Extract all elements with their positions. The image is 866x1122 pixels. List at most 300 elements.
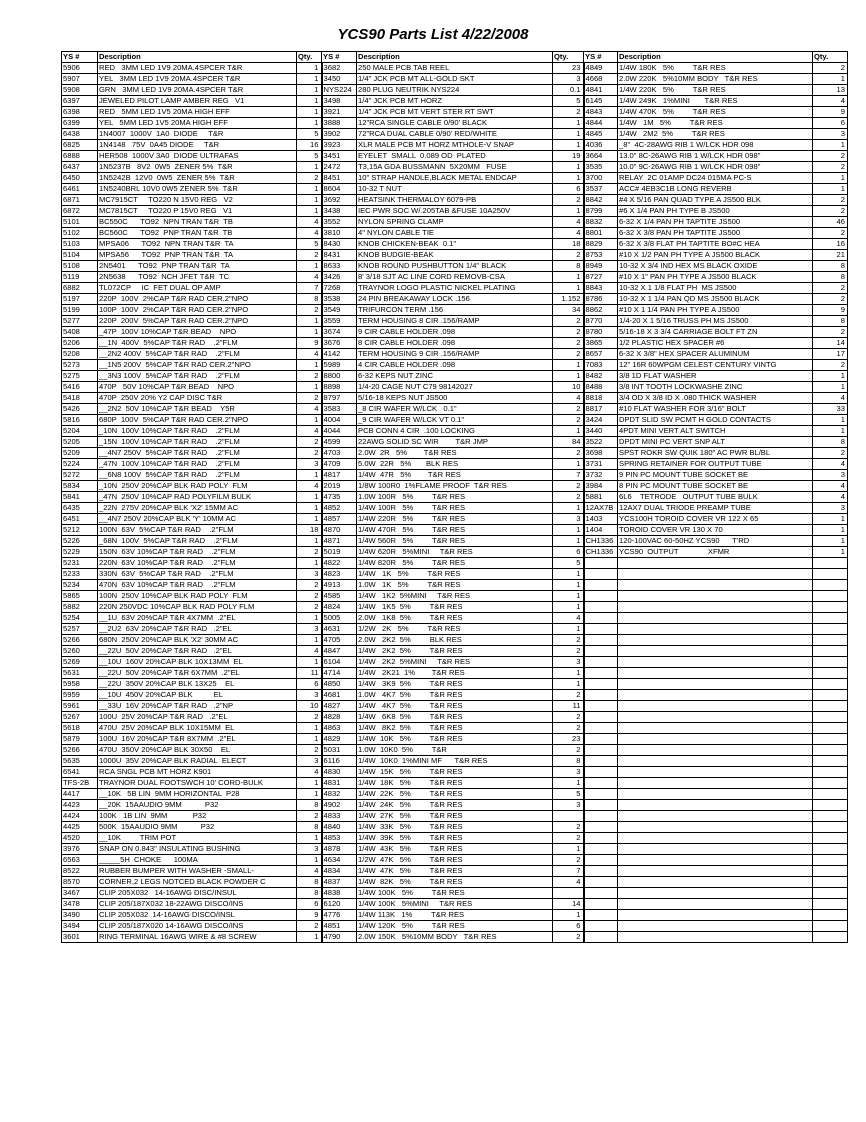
cell-ys xyxy=(584,591,618,602)
cell-description: _8 CIR WAFER W/LCK 0.1" xyxy=(357,404,553,415)
header-ys: YS # xyxy=(62,52,98,63)
cell-qty xyxy=(813,800,848,811)
table-row xyxy=(62,228,848,239)
cell-description: 1N4148 75V 0A45 DIODE T&R xyxy=(98,140,297,151)
cell-description: 1/4W 82K 5% T&R RES xyxy=(357,877,553,888)
table-row xyxy=(62,492,848,503)
cell-ys: 3440 xyxy=(584,426,618,437)
cell-ys: 5229 xyxy=(62,547,98,558)
cell-qty xyxy=(813,602,848,613)
table-row xyxy=(62,789,848,800)
cell-description: __1U 63V 20%CAP T&R 4X7MM .2"EL xyxy=(98,613,297,624)
cell-ys: 3664 xyxy=(584,151,618,162)
cell-qty: 2 xyxy=(297,745,322,756)
cell-qty: 2 xyxy=(553,932,584,943)
cell-qty: 2 xyxy=(297,811,322,822)
table-row xyxy=(62,481,848,492)
cell-description: TL072CP IC FET DUAL OP AMP xyxy=(98,283,297,294)
cell-qty: 1 xyxy=(297,107,322,118)
cell-qty: 3 xyxy=(813,129,848,140)
header-qty: Qty. xyxy=(813,52,848,63)
table-row xyxy=(62,833,848,844)
cell-qty: 6 xyxy=(553,921,584,932)
cell-description: __2N2 50V 10%CAP T&R BEAD Y5R xyxy=(98,404,297,415)
cell-description: 280 PLUG NEUTRIK NYS224 xyxy=(357,85,553,96)
cell-ys: 5841 xyxy=(62,492,98,503)
cell-ys: 5103 xyxy=(62,239,98,250)
cell-ys: 5882 xyxy=(62,602,98,613)
cell-qty xyxy=(813,635,848,646)
cell-description: 4PDT MINI VERT ALT SWITCH xyxy=(618,426,813,437)
cell-ys: 5879 xyxy=(62,734,98,745)
cell-ys: 4735 xyxy=(322,492,357,503)
cell-qty: 4 xyxy=(297,767,322,778)
table-header xyxy=(62,52,848,63)
cell-ys: 4417 xyxy=(62,789,98,800)
cell-ys: 4863 xyxy=(322,723,357,734)
cell-ys: 4424 xyxy=(62,811,98,822)
header-description: Description xyxy=(98,52,297,63)
cell-ys: 3451 xyxy=(322,151,357,162)
cell-description: 1/4W 100K 5% T&R RES xyxy=(357,888,553,899)
table-row xyxy=(62,723,848,734)
cell-ys: 6120 xyxy=(322,899,357,910)
cell-ys: 4705 xyxy=(322,635,357,646)
cell-qty: 1 xyxy=(553,459,584,470)
cell-qty: 2 xyxy=(297,371,322,382)
cell-ys: 5631 xyxy=(62,668,98,679)
cell-qty: 4 xyxy=(297,866,322,877)
cell-description: RED 3MM LED 1V9 20MA.4SPCER T&R xyxy=(98,63,297,74)
cell-description: 1/4W 100R 5% T&R RES xyxy=(357,503,553,514)
table-row xyxy=(62,316,848,327)
cell-description: __33U 16V 20%CAP T&R RAD .2"NP xyxy=(98,701,297,712)
cell-ys: 5108 xyxy=(62,261,98,272)
cell-ys: 5269 xyxy=(62,657,98,668)
cell-description: 1/4W 1K2 5%MINI T&R RES xyxy=(357,591,553,602)
cell-description: __20K 15AAUDIO 9MM P32 xyxy=(98,800,297,811)
table-row xyxy=(62,657,848,668)
table-row xyxy=(62,239,848,250)
table-row xyxy=(62,96,848,107)
cell-qty: 2 xyxy=(553,107,584,118)
cell-qty xyxy=(813,569,848,580)
cell-qty: 1 xyxy=(553,580,584,591)
cell-ys: 5101 xyxy=(62,217,98,228)
table-row xyxy=(62,338,848,349)
cell-ys: 4425 xyxy=(62,822,98,833)
cell-qty: 2 xyxy=(813,162,848,173)
cell-description xyxy=(618,789,813,800)
cell-qty: 2 xyxy=(553,250,584,261)
cell-ys: 4853 xyxy=(322,833,357,844)
cell-ys: 6450 xyxy=(62,173,98,184)
cell-ys: 5197 xyxy=(62,294,98,305)
cell-ys: 5234 xyxy=(62,580,98,591)
cell-ys: 4423 xyxy=(62,800,98,811)
cell-qty: 1 xyxy=(297,492,322,503)
cell-ys: 2019 xyxy=(322,481,357,492)
cell-qty: 2 xyxy=(553,822,584,833)
cell-description xyxy=(618,745,813,756)
cell-qty: 1 xyxy=(813,415,848,426)
cell-qty: 8 xyxy=(553,261,584,272)
cell-ys: 4681 xyxy=(322,690,357,701)
cell-ys xyxy=(584,822,618,833)
cell-qty: 1 xyxy=(553,536,584,547)
cell-ys xyxy=(584,756,618,767)
cell-description: 100U 25V 20%CAP T&R RAD .2"EL xyxy=(98,712,297,723)
cell-ys: 5254 xyxy=(62,613,98,624)
cell-ys: 4902 xyxy=(322,800,357,811)
cell-ys: 8482 xyxy=(584,371,618,382)
cell-ys: 5224 xyxy=(62,459,98,470)
cell-ys xyxy=(584,767,618,778)
cell-description: _47N 100V 10%CAP T&R RAD .2"FLM xyxy=(98,459,297,470)
cell-ys: 3490 xyxy=(62,910,98,921)
cell-description: RED 5MM LED 1V5 20MA HIGH EFF xyxy=(98,107,297,118)
cell-description: 1/4W 2K2 5%MINI T&R RES xyxy=(357,657,553,668)
cell-ys: 4913 xyxy=(322,580,357,591)
cell-qty xyxy=(553,811,584,822)
cell-description: 1/2W 2K 5% T&R RES xyxy=(357,624,553,635)
cell-qty: 8 xyxy=(297,822,322,833)
table-row xyxy=(62,63,848,74)
cell-qty: 1 xyxy=(553,283,584,294)
cell-description: TRAYNOR DUAL FOOTSWCH 10' CORD-BULK xyxy=(98,778,297,789)
cell-ys xyxy=(584,569,618,580)
cell-ys: 8430 xyxy=(322,239,357,250)
cell-ys xyxy=(584,602,618,613)
cell-ys xyxy=(584,635,618,646)
cell-description: 5/16-18 KEPS NUT JS500 xyxy=(357,393,553,404)
cell-ys: 8818 xyxy=(584,393,618,404)
cell-qty: 1 xyxy=(553,206,584,217)
cell-qty: 33 xyxy=(813,404,848,415)
cell-description xyxy=(618,679,813,690)
cell-ys: 5233 xyxy=(62,569,98,580)
cell-ys: 4822 xyxy=(322,558,357,569)
cell-qty xyxy=(813,877,848,888)
cell-ys: 4851 xyxy=(322,921,357,932)
cell-ys xyxy=(584,624,618,635)
cell-ys: 4703 xyxy=(322,448,357,459)
cell-ys: 5958 xyxy=(62,679,98,690)
cell-description xyxy=(618,635,813,646)
cell-qty: 3 xyxy=(813,470,848,481)
cell-qty: 1 xyxy=(553,844,584,855)
cell-ys: 3984 xyxy=(584,481,618,492)
cell-ys xyxy=(584,866,618,877)
cell-ys: 3522 xyxy=(584,437,618,448)
table-row xyxy=(62,173,848,184)
cell-ys: 3424 xyxy=(584,415,618,426)
cell-qty: 1 xyxy=(297,382,322,393)
cell-qty xyxy=(813,921,848,932)
cell-qty: 2 xyxy=(553,195,584,206)
cell-qty: 2 xyxy=(813,448,848,459)
cell-qty: 3 xyxy=(813,503,848,514)
cell-ys: 3559 xyxy=(322,316,357,327)
cell-qty: 2 xyxy=(553,327,584,338)
cell-ys: 8898 xyxy=(322,382,357,393)
cell-description: 220N 250VDC 10%CAP BLK RAD POLY FLM xyxy=(98,602,297,613)
cell-description: 1/4-20 X 1 5/16 TRUSS PH MS JS500 xyxy=(618,316,813,327)
cell-qty: 1 xyxy=(297,162,322,173)
cell-qty xyxy=(813,811,848,822)
cell-ys: 3676 xyxy=(322,338,357,349)
cell-qty: 3 xyxy=(297,569,322,580)
cell-qty: 18 xyxy=(553,239,584,250)
cell-description xyxy=(618,624,813,635)
header-description: Description xyxy=(357,52,553,63)
cell-qty: 4 xyxy=(553,393,584,404)
cell-ys: 4845 xyxy=(584,129,618,140)
cell-qty: 1 xyxy=(553,162,584,173)
cell-ys: 4847 xyxy=(322,646,357,657)
cell-qty: 1 xyxy=(553,624,584,635)
cell-qty: 3 xyxy=(297,756,322,767)
cell-qty: 1 xyxy=(813,536,848,547)
cell-description: 1/4W 24K 5% T&R RES xyxy=(357,800,553,811)
cell-qty: 4 xyxy=(813,393,848,404)
cell-description: __1N 400V 5%CAP T&R RAD .2"FLM xyxy=(98,338,297,349)
cell-qty xyxy=(813,701,848,712)
cell-qty: 1 xyxy=(297,855,322,866)
cell-qty xyxy=(813,646,848,657)
cell-description: 1N5242B 12V0 0W5 ZENER 5% T&R xyxy=(98,173,297,184)
cell-qty: 1 xyxy=(297,206,322,217)
table-row xyxy=(62,404,848,415)
cell-ys xyxy=(584,701,618,712)
cell-ys: 5257 xyxy=(62,624,98,635)
cell-ys: 5104 xyxy=(62,250,98,261)
table-row xyxy=(62,877,848,888)
cell-qty: 5 xyxy=(297,129,322,140)
table-row xyxy=(62,74,848,85)
cell-qty: 1 xyxy=(813,371,848,382)
cell-qty: 2 xyxy=(553,492,584,503)
cell-ys: 6435 xyxy=(62,503,98,514)
cell-qty xyxy=(813,690,848,701)
cell-qty xyxy=(813,668,848,679)
table-row xyxy=(62,712,848,723)
cell-description: TOROID COVER VR 130 X 70 xyxy=(618,525,813,536)
cell-qty: 4 xyxy=(553,228,584,239)
cell-qty xyxy=(553,888,584,899)
cell-ys: 4634 xyxy=(322,855,357,866)
cell-description: 1/4W 47K 5% T&R RES xyxy=(357,866,553,877)
cell-ys: 7268 xyxy=(322,283,357,294)
cell-description: 8 PIN PC MOUNT TUBE SOCKET BE xyxy=(618,481,813,492)
cell-qty: 3 xyxy=(553,74,584,85)
cell-description: YEL 5MM LED 1V5 20MA HIGH EFF xyxy=(98,118,297,129)
cell-description: 1/4W 180K 5% T&R RES xyxy=(618,63,813,74)
cell-ys: 4585 xyxy=(322,591,357,602)
cell-qty: 2 xyxy=(553,349,584,360)
cell-qty: 4 xyxy=(297,481,322,492)
cell-ys: 3732 xyxy=(584,470,618,481)
cell-qty: 14 xyxy=(553,899,584,910)
table-row xyxy=(62,756,848,767)
cell-ys: 5031 xyxy=(322,745,357,756)
cell-description: TRIFURCON TERM .156 xyxy=(357,305,553,316)
cell-description: #6 X 1/4 PAN PH TYPE B JS500 xyxy=(618,206,813,217)
cell-ys: 5266 xyxy=(62,635,98,646)
table-row xyxy=(62,360,848,371)
cell-qty: 4 xyxy=(813,459,848,470)
cell-ys: 4828 xyxy=(322,712,357,723)
table-row xyxy=(62,140,848,151)
cell-description: __1N5 200V 5%CAP T&R RAD CER.2"NPO xyxy=(98,360,297,371)
table-row xyxy=(62,118,848,129)
table-row xyxy=(62,448,848,459)
cell-description: 680P 100V 5%CAP T&R RAD CER.2"NPO xyxy=(98,415,297,426)
cell-ys xyxy=(584,921,618,932)
cell-description: RUBBER BUMPER WITH WASHER -SMALL- xyxy=(98,866,297,877)
cell-ys: 8727 xyxy=(584,272,618,283)
cell-ys: 8657 xyxy=(584,349,618,360)
cell-description: __10U 160V 20%CAP BLK 10X13MM EL xyxy=(98,657,297,668)
cell-ys: 5275 xyxy=(62,371,98,382)
cell-qty: 2 xyxy=(553,855,584,866)
table-row xyxy=(62,679,848,690)
cell-description: MPSA56 TO92 PNP TRAN T&R TA xyxy=(98,250,297,261)
cell-description xyxy=(618,910,813,921)
cell-qty: 6 xyxy=(553,184,584,195)
cell-ys xyxy=(584,723,618,734)
cell-ys: 5260 xyxy=(62,646,98,657)
cell-ys: 4831 xyxy=(322,778,357,789)
parts-table xyxy=(61,51,848,943)
cell-description: _____5H CHOKE 100MA xyxy=(98,855,297,866)
cell-ys: 4838 xyxy=(322,888,357,899)
cell-qty: 10 xyxy=(297,701,322,712)
cell-description: 1/4W 120K 5% T&R RES xyxy=(357,921,553,932)
cell-description: #10 X 1 1/4 PAN PH TYPE A JS500 xyxy=(618,305,813,316)
cell-ys: 6563 xyxy=(62,855,98,866)
cell-ys: 3552 xyxy=(322,217,357,228)
cell-qty: 1 xyxy=(813,547,848,558)
cell-description: _10N 250V 20%CAP BLK RAD POLY FLM xyxy=(98,481,297,492)
table-row xyxy=(62,932,848,943)
cell-qty: 3 xyxy=(297,690,322,701)
cell-description xyxy=(618,778,813,789)
cell-ys xyxy=(584,932,618,943)
cell-description: 220P 200V 5%CAP T&R RAD CER.2"NPO xyxy=(98,316,297,327)
cell-description: CLIP 205X032 14-16AWG DISC/INSUL xyxy=(98,888,297,899)
cell-ys: TFS-2B xyxy=(62,778,98,789)
cell-qty: 8 xyxy=(297,294,322,305)
cell-qty: 1 xyxy=(813,525,848,536)
cell-description: 10-32 X 1 1/8 FLAT PH MS JS500 xyxy=(618,283,813,294)
cell-qty: 1 xyxy=(813,426,848,437)
cell-description: __3N3 100V 5%CAP T&R RAD .2"FLM xyxy=(98,371,297,382)
cell-ys xyxy=(584,558,618,569)
cell-description xyxy=(618,932,813,943)
cell-description: 1/4W 8K2 5% T&R RES xyxy=(357,723,553,734)
cell-description: GRN 3MM LED 1V9 20MA.4SPCER T&R xyxy=(98,85,297,96)
cell-ys: 5267 xyxy=(62,712,98,723)
cell-ys: 5019 xyxy=(322,547,357,558)
cell-description: NYLON SPRING CLAMP xyxy=(357,217,553,228)
cell-ys: 5907 xyxy=(62,74,98,85)
cell-description: 1/4W 220K 5% T&R RES xyxy=(618,85,813,96)
cell-description: 1/4W 6K8 5% T&R RES xyxy=(357,712,553,723)
table-row xyxy=(62,393,848,404)
cell-description: EYELET SMALL 0.089 OD PLATED xyxy=(357,151,553,162)
cell-description: 1/4W 10K 5% T&R RES xyxy=(357,734,553,745)
cell-description: 1/4" JCK PCB MT ALL-GOLD SKT xyxy=(357,74,553,85)
cell-ys: 5618 xyxy=(62,723,98,734)
cell-ys: 8801 xyxy=(584,228,618,239)
cell-description: _15N 100V 10%CAP T&R RAD .2"FLM xyxy=(98,437,297,448)
cell-description: 150N 63V 10%CAP T&R RAD .2"FLM xyxy=(98,547,297,558)
cell-ys: 4824 xyxy=(322,602,357,613)
page-title: YCS90 Parts List 4/22/2008 xyxy=(337,26,529,43)
cell-qty: 1 xyxy=(297,184,322,195)
cell-description: 1.0W 10K0 5% T&R xyxy=(357,745,553,756)
cell-ys: 4599 xyxy=(322,437,357,448)
cell-ys xyxy=(584,712,618,723)
cell-description: __22U 50V 20%CAP T&R RAD .2"EL xyxy=(98,646,297,657)
cell-ys: 8604 xyxy=(322,184,357,195)
cell-ys: 5119 xyxy=(62,272,98,283)
cell-ys: 5416 xyxy=(62,382,98,393)
cell-ys: 4849 xyxy=(584,63,618,74)
cell-description: 2.0W 220K 5%10MM BODY T&R RES xyxy=(618,74,813,85)
cell-description: RELAY 2C 01AMP DC24 015MA PC-S xyxy=(618,173,813,184)
cell-description: KNOB BUDGIE-BEAK xyxy=(357,250,553,261)
cell-description: 3/8 1D FLAT WASHER xyxy=(618,371,813,382)
cell-ys: 5273 xyxy=(62,360,98,371)
cell-ys: 3549 xyxy=(322,305,357,316)
cell-qty: 1 xyxy=(297,503,322,514)
cell-qty: 4 xyxy=(297,228,322,239)
cell-description xyxy=(618,888,813,899)
cell-qty: 2 xyxy=(553,690,584,701)
cell-ys: 6882 xyxy=(62,283,98,294)
table-row xyxy=(62,888,848,899)
cell-qty xyxy=(813,734,848,745)
cell-ys: 8570 xyxy=(62,877,98,888)
cell-qty: 8 xyxy=(813,272,848,283)
cell-description: 500K 15AAUDIO 9MM P32 xyxy=(98,822,297,833)
table-row xyxy=(62,261,848,272)
cell-qty: 2 xyxy=(813,327,848,338)
table-row xyxy=(62,921,848,932)
table-row xyxy=(62,470,848,481)
cell-ys: 4870 xyxy=(322,525,357,536)
cell-ys: 6398 xyxy=(62,107,98,118)
cell-description: __22U 350V 20%CAP BLK 13X25 EL xyxy=(98,679,297,690)
table-row xyxy=(62,613,848,624)
cell-qty xyxy=(813,657,848,668)
cell-description: 12AX7 DUAL TRIODE PREAMP TUBE xyxy=(618,503,813,514)
cell-qty: 4 xyxy=(553,877,584,888)
cell-description: 1/4W 15K 5% T&R RES xyxy=(357,767,553,778)
cell-qty: 2 xyxy=(553,404,584,415)
cell-ys xyxy=(584,613,618,624)
cell-description: 22AWG SOLID SC WIR T&R JMP xyxy=(357,437,553,448)
cell-ys: 6825 xyxy=(62,140,98,151)
cell-qty: 5 xyxy=(553,558,584,569)
cell-ys xyxy=(584,844,618,855)
cell-qty: 1 xyxy=(297,360,322,371)
cell-description: 12" 16R 60WPGM CELEST CENTURY VINTG xyxy=(618,360,813,371)
table-row xyxy=(62,778,848,789)
cell-qty: 2 xyxy=(553,448,584,459)
